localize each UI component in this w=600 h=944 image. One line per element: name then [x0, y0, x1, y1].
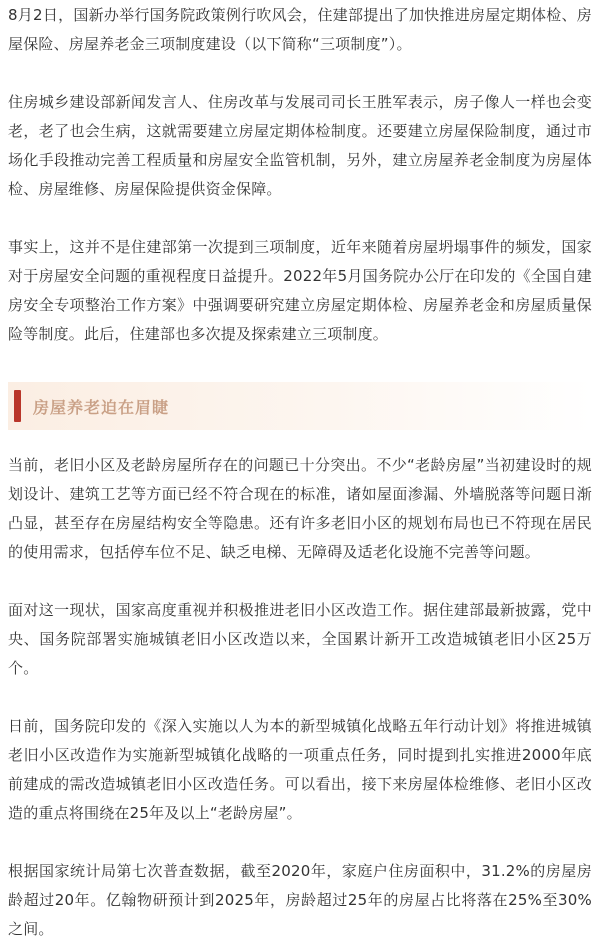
paragraph-spacer [8, 683, 592, 712]
paragraph-five-year-plan: 日前，国务院印发的《深入实施以人为本的新型城镇化战略五年行动计划》将推进城镇老旧小区改造作为实施新型城镇化战略的一项重点任务，同时提到扎实推进2000年底前建成的需改造城镇老旧小区改造任务。可以看出，接下来房屋体检维修、老旧小区改造的重点将围绕在25年及以上“老龄房屋”。 [8, 717, 592, 822]
paragraph-background: 事实上，这并不是住建部第一次提到三项制度，近年来随着房屋坍塌事件的频发，国家对于房屋安全问题的重视程度日益提升。2022年5月国务院办公厅在印发的《全国自建房安全专项整治工作方案》中强调要研究建立房屋定期体检、房屋养老金和房屋质量保险等制度。此后，住建部也多次提及探索建立三项制度。 [8, 238, 592, 343]
paragraph-spacer [8, 204, 592, 233]
paragraph-spacer [8, 349, 592, 378]
paragraph-intro: 8月2日，国新办举行国务院政策例行吹风会，住建部提出了加快推进房屋定期体检、房屋保险、房屋养老金三项制度建设（以下简称“三项制度”）。 [8, 6, 592, 53]
section-title: 房屋养老迫在眉睫 [33, 397, 170, 417]
paragraph-spacer [8, 567, 592, 596]
paragraph-spacer [8, 828, 592, 857]
paragraph-current-issues: 当前，老旧小区及老龄房屋所存在的问题已十分突出。不少“老龄房屋”当初建设时的规划设计、建筑工艺等方面已经不符合现在的标准，诸如屋面渗漏、外墙脱落等问题日渐凸显，甚至存在房屋结构安全等隐患。还有许多老旧小区的规划布局也已不符现在居民的使用需求，包括停车位不足、缺乏电梯、无障碍及适老化设施不完善等问题。 [8, 456, 592, 561]
paragraph-spacer [8, 59, 592, 88]
section-header [8, 382, 592, 430]
paragraph-renovation-progress: 面对这一现状，国家高度重视并积极推进老旧小区改造工作。据住建部最新披露，党中央、国务院部署实施城镇老旧小区改造以来，全国累计新开工改造城镇老旧小区25万个。 [8, 601, 592, 677]
paragraph-spokesperson: 住房城乡建设部新闻发言人、住房改革与发展司司长王胜军表示，房子像人一样也会变老，老了也会生病，这就需要建立房屋定期体检制度。还要建立房屋保险制度，通过市场化手段推动完善工程质量和房屋安全监管机制，另外，建立房屋养老金制度为房屋体检、房屋维修、房屋保险提供资金保障。 [8, 93, 592, 198]
section-spacer [8, 430, 592, 451]
paragraph-statistics: 根据国家统计局第七次普查数据，截至2020年，家庭户住房面积中，31.2%的房屋房龄超过20年。亿翰物研预计到2025年，房龄超过25年的房屋占比将落在25%至30%之间。 [8, 862, 592, 938]
section-accent-bar [14, 390, 21, 422]
